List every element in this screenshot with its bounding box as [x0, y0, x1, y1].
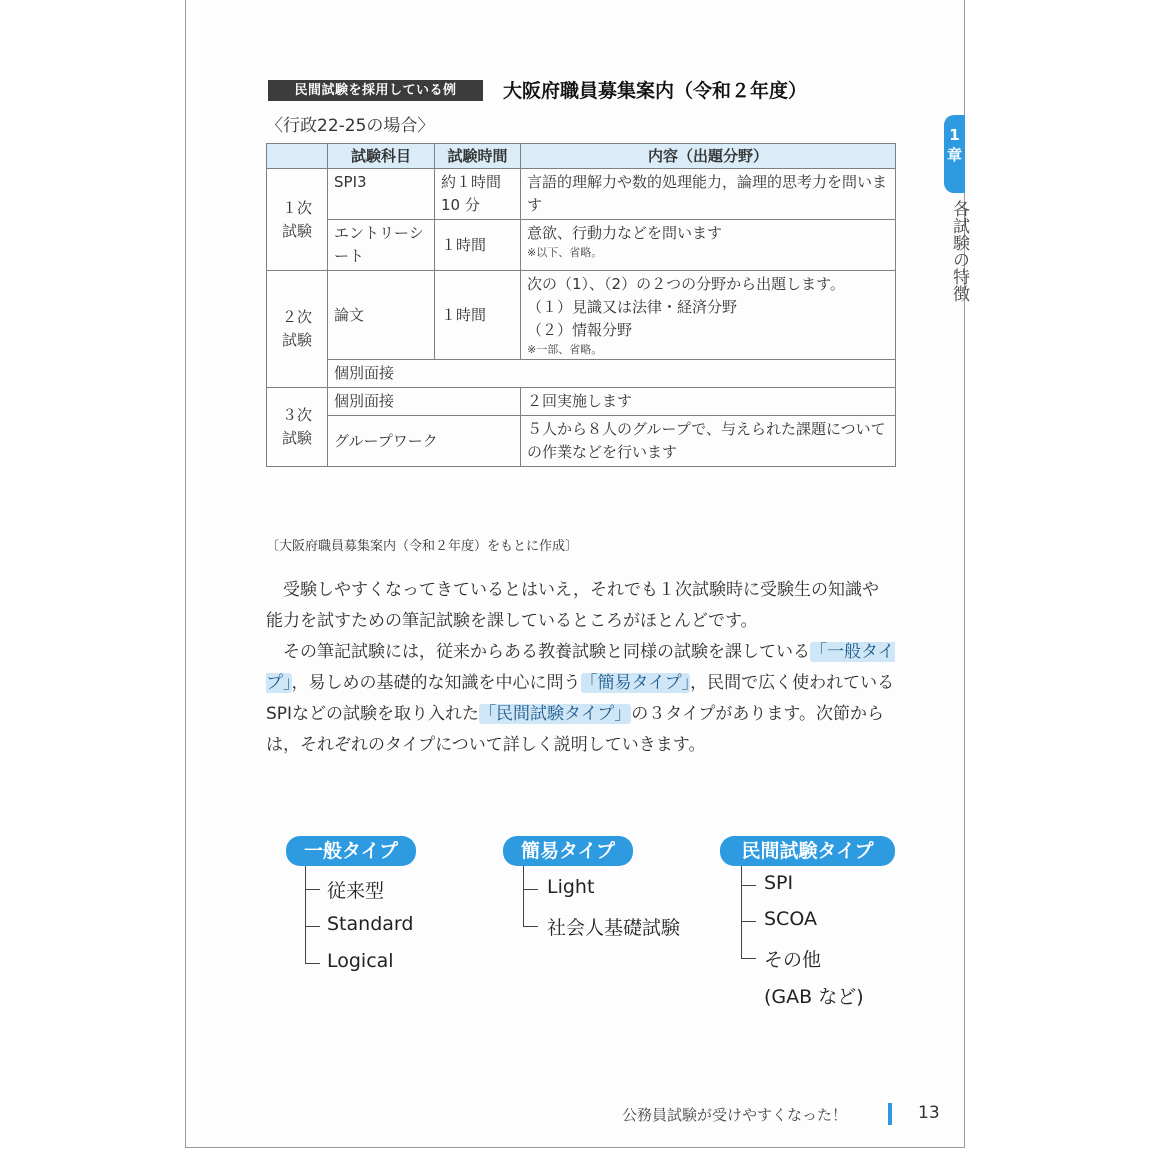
tree-line [741, 866, 742, 958]
simple-type-label: 簡易タイプ [503, 836, 633, 866]
tree-tick [741, 921, 756, 922]
private-type-item: (GAB など) [764, 986, 864, 1008]
stage-cell: ２次試験 [267, 271, 328, 388]
subject-cell: SPI3 [328, 169, 435, 220]
table-row [267, 388, 896, 416]
table-row [267, 271, 896, 360]
content-cell: ５人から８人のグループで、与えられた課題についての作業などを行います [521, 416, 896, 467]
table-row [267, 220, 896, 271]
content-cell: ２回実施します [521, 388, 896, 416]
time-cell: １時間 [435, 220, 521, 271]
tree-tick [741, 958, 756, 959]
table-header [267, 144, 328, 169]
tree-tick [741, 885, 756, 886]
table-header: 試験時間 [435, 144, 521, 169]
general-type-item: Standard [327, 913, 414, 935]
time-cell: １時間 [435, 271, 521, 360]
tree-tick [305, 889, 320, 890]
content-text: （２）情報分野 [527, 321, 633, 339]
table-header-row [267, 144, 896, 169]
private-type-item: SPI [764, 872, 794, 894]
content-cell: 言語的理解力や数的処理能力，論理的思考力を問います [521, 169, 896, 220]
chapter-tab: 1章 [944, 115, 965, 193]
source-note: 〔大阪府職員募集案内（令和２年度）をもとに作成〕 [266, 539, 579, 554]
general-type-item: Logical [327, 950, 394, 972]
body-text [266, 575, 896, 761]
content-text: 次の（1）、（2）の２つの分野から出題します。 [527, 275, 845, 293]
content-note: ※一部、省略。 [527, 343, 603, 356]
section-subtitle: 〈行政22-25の場合〉 [266, 116, 435, 136]
content-cell [521, 271, 896, 360]
tree-line [523, 866, 524, 926]
highlight-simple-type: 「簡易タイプ」 [580, 673, 691, 693]
table-row [267, 416, 896, 467]
table-row [267, 169, 896, 220]
private-type-label: 民間試験タイプ [720, 836, 895, 866]
content-text: 意欲、行動力などを問います [527, 224, 723, 242]
table-header: 内容（出題分野） [521, 144, 896, 169]
chapter-title: 各試験の特徴 [949, 200, 969, 302]
paragraph: 受験しやすくなってきているとはいえ，それでも１次試験時に受験生の知識や能力を試すための筆記試験を課しているところがほとんどです。 [266, 580, 880, 631]
tree-tick [523, 889, 538, 890]
simple-type-item: 社会人基礎試験 [547, 917, 681, 939]
page-number: 13 [918, 1103, 940, 1123]
time-cell: 約１時間10 分 [435, 169, 521, 220]
simple-type-item: Light [547, 876, 595, 898]
general-type-label: 一般タイプ [286, 836, 416, 866]
example-badge: 民間試験を採用している例 [268, 80, 483, 101]
paragraph: その筆記試験には，従来からある教養試験と同様の試験を課している「一般タイプ」，易しめの基礎的な知識を中心に問う「簡易タイプ」，民間で広く使われているSPIなどの試験を取り入れた「民間試験タイプ」の３タイプがあります。次節からは，それぞれのタイプについて詳しく説明していきます。 [266, 642, 895, 755]
section-title: 大阪府職員募集案内（令和２年度） [503, 80, 808, 102]
running-footer: 公務員試験が受けやすくなった！ [622, 1106, 848, 1124]
subject-cell: 論文 [328, 271, 435, 360]
stage-cell: ３次試験 [267, 388, 328, 467]
tree-tick [305, 963, 320, 964]
exam-table [266, 143, 896, 467]
content-text: （１）見識又は法律・経済分野 [527, 298, 738, 316]
tree-line [305, 866, 306, 963]
subject-cell: 個別面接 [328, 360, 896, 388]
stage-cell: １次試験 [267, 169, 328, 271]
tree-tick [523, 926, 538, 927]
subject-cell: 個別面接 [328, 388, 521, 416]
subject-cell: グループワーク [328, 416, 521, 467]
subject-cell: エントリーシート [328, 220, 435, 271]
footer-bar [888, 1103, 892, 1125]
general-type-item: 従来型 [327, 880, 385, 902]
tree-tick [305, 926, 320, 927]
content-cell [521, 220, 896, 271]
highlight-private-type: 「民間試験タイプ」 [479, 704, 632, 724]
private-type-item: SCOA [764, 908, 817, 930]
content-note: ※以下、省略。 [527, 246, 603, 259]
table-row [267, 360, 896, 388]
private-type-item: その他 [764, 949, 822, 971]
table-header: 試験科目 [328, 144, 435, 169]
highlight-general-type: 「一般タイプ」 [266, 642, 895, 693]
